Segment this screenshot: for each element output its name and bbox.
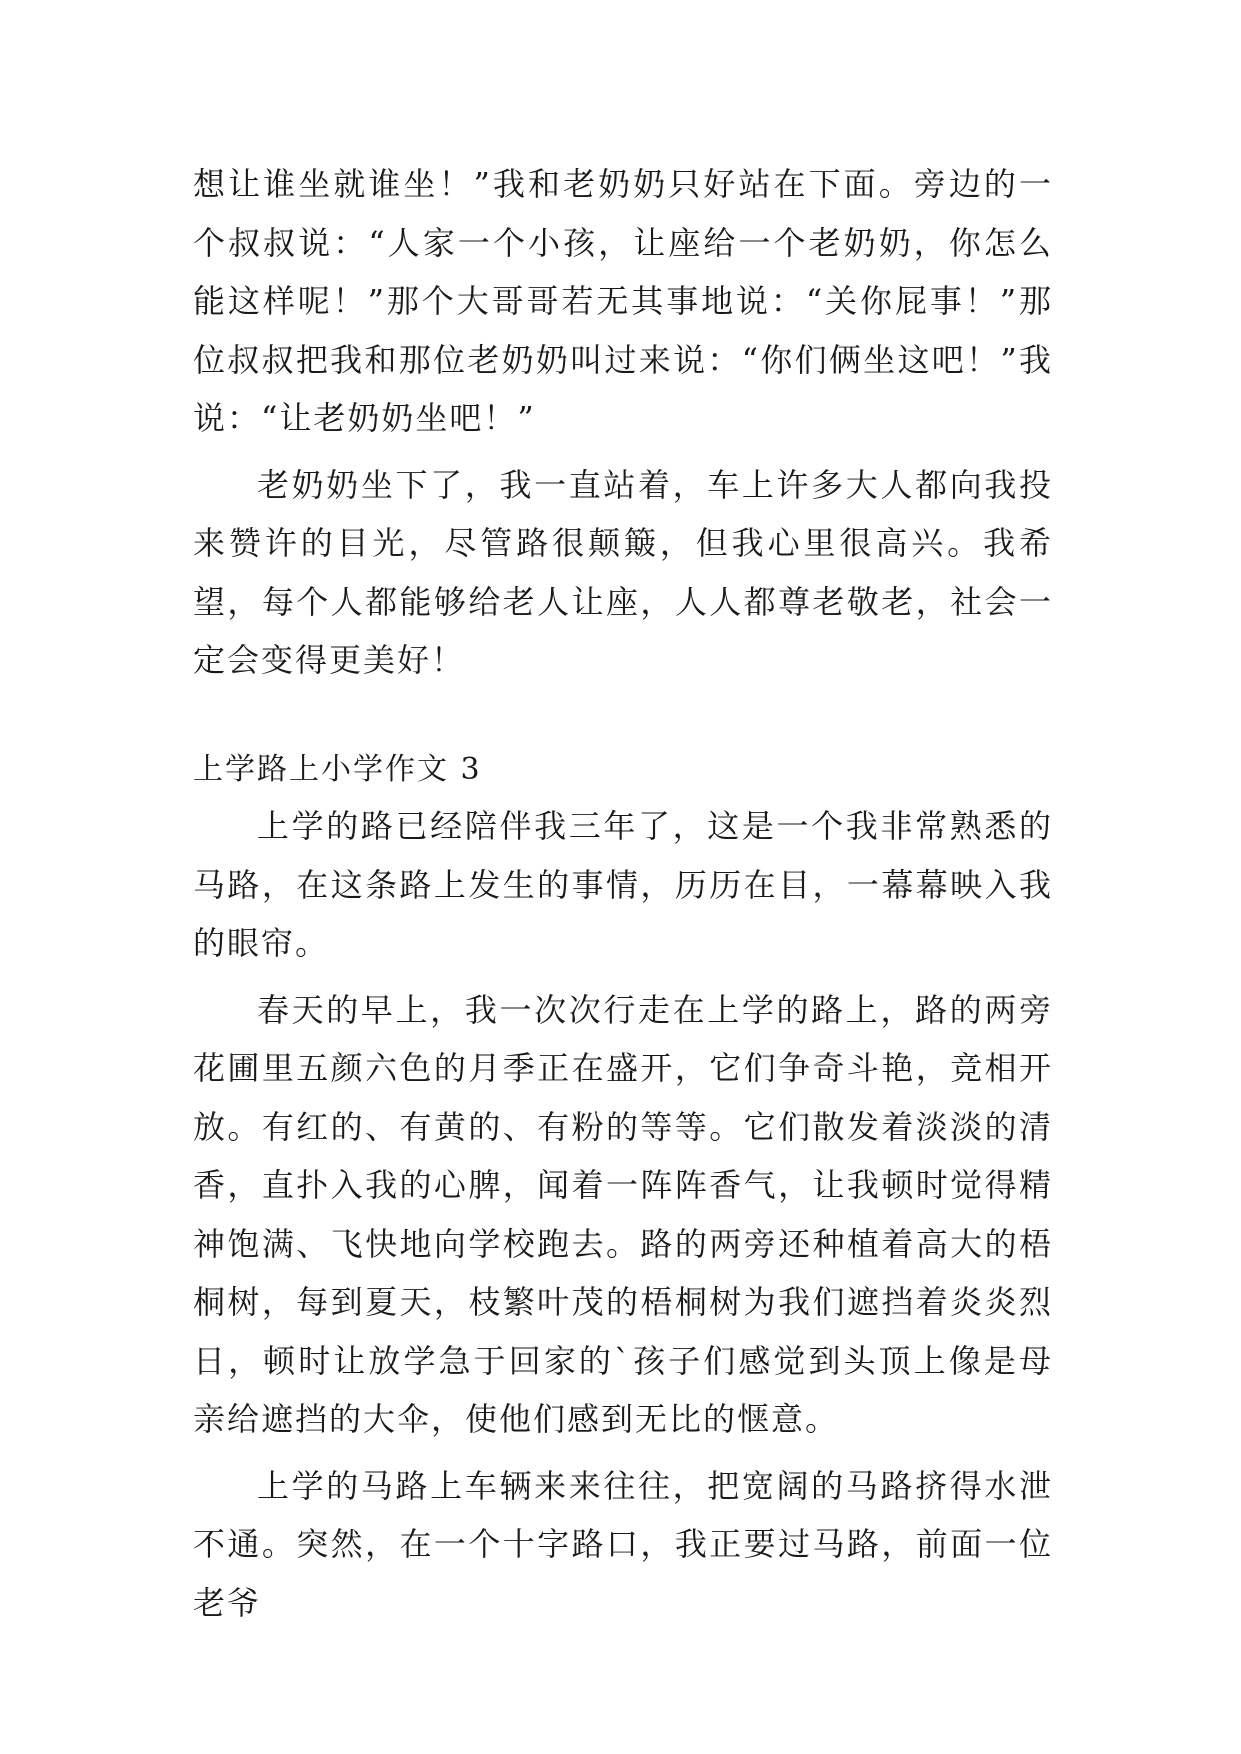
essay-paragraph-2: 春天的早上，我一次次行走在上学的路上，路的两旁花圃里五颜六色的月季正在盛开，它们争奇斗艳，竞相开放。有红的、有黄的、有粉的等等。它们散发着淡淡的清香，直扑入我的心脾，闻着一阵阵香气，让我顿时觉得精神饱满、飞快地向学校跑去。路的两旁还种植着高大的梧桐树，每到夏天，枝繁叶茂的梧桐树为我们遮挡着炎炎烈日，顿时让放学急于回家的`孩子们感觉到头顶上像是母亲给遮挡的大伞，使他们感到无比的惬意。 [193, 990, 1053, 1438]
essay-title: 上学路上小学作文 3 [193, 752, 482, 787]
section-one [193, 155, 1053, 690]
story-continuation-paragraph: 想让谁坐就谁坐！”我和老奶奶只好站在下面。旁边的一个叔叔说：“人家一个小孩，让座给一个老奶奶，你怎么能这样呢！”那个大哥哥若无其事地说：“关你屁事！”那位叔叔把我和那位老奶奶叫过来说：“你们俩坐这吧！”我说：“让老奶奶坐吧！” [193, 165, 1053, 437]
story-closing-paragraph: 老奶奶坐下了，我一直站着，车上许多大人都向我投来赞许的目光，尽管路很颠簸，但我心里很高兴。我希望，每个人都能够给老人让座，人人都尊老敬老，社会一定会变得更美好！ [193, 465, 1053, 679]
essay-paragraph-1: 上学的路已经陪伴我三年了，这是一个我非常熟悉的马路，在这条路上发生的事情，历历在目，一幕幕映入我的眼帘。 [193, 807, 1053, 962]
section-two [193, 797, 1053, 1632]
essay-paragraph-3: 上学的马路上车辆来来往往，把宽阔的马路挤得水泄不通。突然，在一个十字路口，我正要过马路，前面一位老爷 [193, 1466, 1053, 1622]
